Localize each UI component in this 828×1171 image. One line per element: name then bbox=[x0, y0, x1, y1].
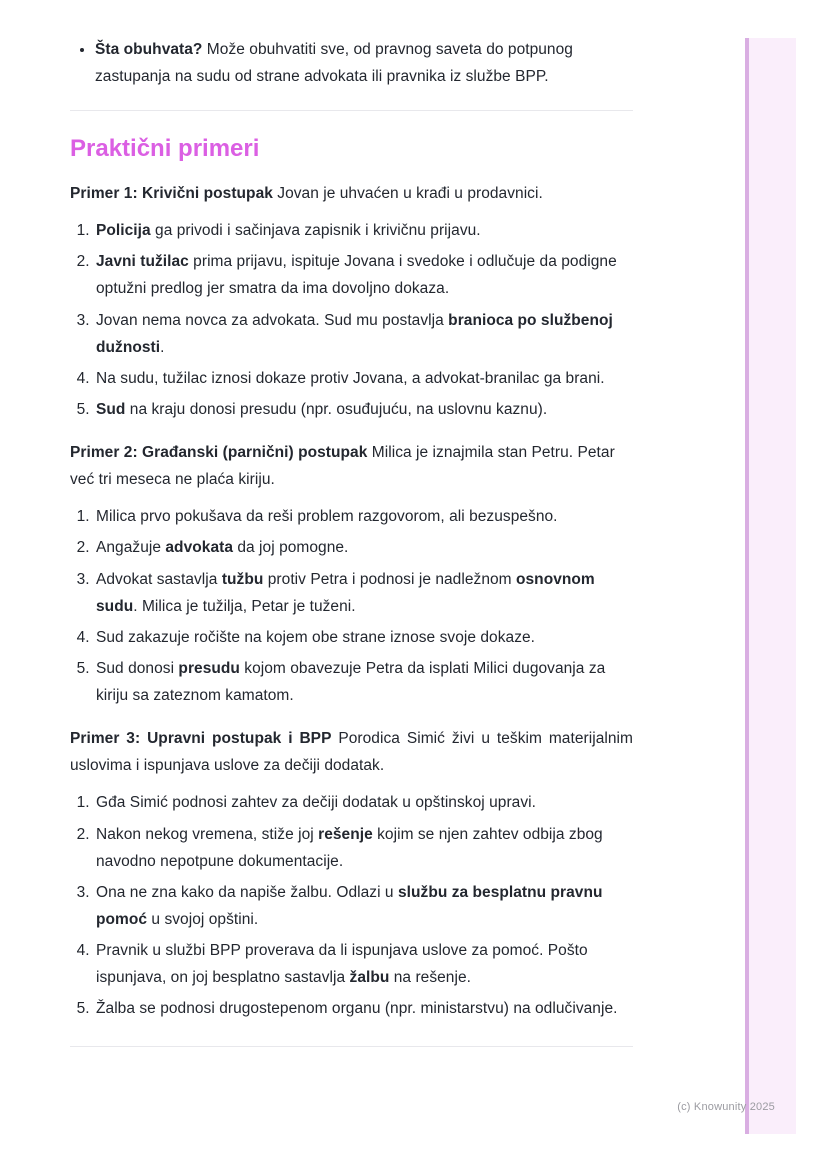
list-item: 3. Ona ne zna kako da napiše žalbu. Odlazi u službu za besplatnu pravnu pomoć u svojoj opštini. bbox=[94, 879, 633, 933]
list-item: 5. Sud donosi presudu kojom obavezuje Petra da isplati Milici dugovanja za kiriju sa zateznom kamatom. bbox=[94, 655, 633, 709]
list-item: 2. Angažuje advokata da joj pomogne. bbox=[94, 534, 633, 561]
list-item: 2. Nakon nekog vremena, stiže joj rešenje kojim se njen zahtev odbija zbog navodno nepotpune dokumentacije. bbox=[94, 821, 633, 875]
divider-top bbox=[70, 110, 633, 111]
list-item: 3. Jovan nema novca za advokata. Sud mu postavlja branioca po službenoj dužnosti. bbox=[94, 307, 633, 361]
example-3-steps bbox=[70, 789, 633, 1022]
example-2-lead: Primer 2: Građanski (parnični) postupak Milica je iznajmila stan Petru. Petar već tri meseca ne plaća kiriju. bbox=[70, 444, 615, 489]
list-item: 1. Milica prvo pokušava da reši problem razgovorom, ali bezuspešno. bbox=[94, 503, 633, 530]
list-item: 4. Pravnik u službi BPP proverava da li ispunjava uslove za pomoć. Pošto ispunjava, on joj besplatno sastavlja žalbu na rešenje. bbox=[94, 937, 633, 991]
list-item: 1. Policija ga privodi i sačinjava zapisnik i krivičnu prijavu. bbox=[94, 217, 633, 244]
section-heading: Praktični primeri bbox=[70, 135, 260, 163]
pink-highlight-bar bbox=[745, 38, 796, 1134]
example-2-steps bbox=[70, 503, 633, 709]
example-1-steps bbox=[70, 217, 633, 423]
document-content bbox=[70, 0, 633, 1047]
list-item: 5. Žalba se podnosi drugostepenom organu (npr. ministarstvu) na odlučivanje. bbox=[94, 995, 633, 1022]
divider-bottom bbox=[70, 1046, 633, 1047]
intro-bullet-list bbox=[70, 36, 633, 90]
list-item: 3. Advokat sastavlja tužbu protiv Petra i podnosi je nadležnom osnovnom sudu. Milica je tužilja, Petar je tuženi. bbox=[94, 566, 633, 620]
copyright-footer: (c) Knowunity 2025 bbox=[677, 1101, 775, 1113]
intro-bullet-item: • Šta obuhvata? Može obuhvatiti sve, od pravnog saveta do potpunog zastupanja na sudu od strane advokata ili pravnika iz službe BPP. bbox=[95, 36, 633, 90]
list-item: 4. Sud zakazuje ročište na kojem obe strane iznose svoje dokaze. bbox=[94, 624, 633, 651]
list-item: 5. Sud na kraju donosi presudu (npr. osuđujuću, na uslovnu kaznu). bbox=[94, 396, 633, 423]
example-1-lead: Primer 1: Krivični postupak Jovan je uhvaćen u krađi u prodavnici. bbox=[70, 185, 543, 203]
list-item: 2. Javni tužilac prima prijavu, ispituje Jovana i svedoke i odlučuje da podigne optužni predlog jer smatra da ima dovoljno dokaza. bbox=[94, 248, 633, 302]
example-3-lead: Primer 3: Upravni postupak i BPP Porodica Simić živi u teškim materijalnim uslovima i ispunjava uslove za dečiji dodatak. bbox=[70, 730, 633, 775]
list-item: 1. Gđa Simić podnosi zahtev za dečiji dodatak u opštinskoj upravi. bbox=[94, 789, 633, 816]
list-item: 4. Na sudu, tužilac iznosi dokaze protiv Jovana, a advokat-branilac ga brani. bbox=[94, 365, 633, 392]
